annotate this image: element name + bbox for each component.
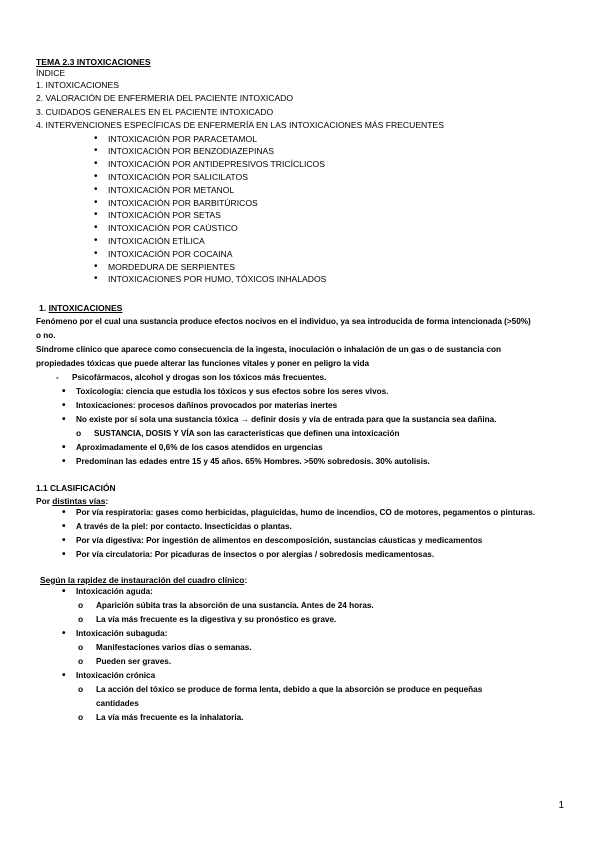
rapidez-list	[62, 585, 566, 725]
bullet-item: • No existe por sí sola una sustancia tóxica → definir dosis y vía de entrada para que la sustancia sea dañina.	[62, 413, 566, 427]
circle-item: o La vía más frecuente es la inhalatoria.	[78, 711, 566, 725]
definition-paragraph: o no.	[36, 330, 56, 340]
bullet-item: • Aproximadamente el 0,6% de los casos atendidos en urgencias	[62, 441, 566, 455]
section-1-definitions	[36, 315, 566, 371]
toc-item: 2. VALORACIÓN DE ENFERMERIA DEL PACIENTE INTOXICADO	[36, 93, 294, 104]
section-1-1-heading: 1.1 CLASIFICACIÓN	[36, 482, 116, 493]
vias-prefix: Por	[36, 495, 53, 506]
bullet-item: • Predominan las edades entre 15 y 45 años. 65% Hombres. >50% sobredosis. 30% autolisis.	[62, 455, 566, 469]
toc-sublist	[94, 133, 566, 287]
rapidez-suffix: :	[244, 574, 248, 585]
cronica-subitems	[62, 683, 566, 725]
table-of-contents	[36, 79, 566, 133]
circle-item: o Pueden ser graves.	[78, 655, 566, 669]
vias-heading	[36, 496, 566, 506]
toc-subitem: • INTOXICACIÓN POR BENZODIAZEPINAS	[94, 145, 566, 158]
circle-item: o La vía más frecuente es la digestiva y su pronóstico es grave.	[78, 613, 566, 627]
aguda-subitems	[62, 599, 566, 627]
aguda-item: • Intoxicación aguda:	[62, 585, 566, 599]
toc-subitem: • INTOXICACIÓN POR CAÚSTICO	[94, 222, 566, 235]
section-1-title: INTOXICACIONES	[48, 303, 123, 314]
toc-subitem: • INTOXICACIÓN POR ANTIDEPRESIVOS TRICÍCLICOS	[94, 158, 566, 171]
vias-label: distintas vías	[52, 495, 106, 506]
via-item: • Por vía circulatoria: Por picaduras de insectos o por alergias / sobredosis medicamentosas.	[62, 548, 566, 562]
definition-paragraph: Síndrome clínico que aparece como consecuencia de la ingesta, inoculación o inhalación de un gas o de sustancia con	[36, 344, 501, 354]
toc-subitem: • INTOXICACIÓN POR SETAS	[94, 209, 566, 222]
toc-subitem: • INTOXICACIÓN POR BARBITÚRICOS	[94, 197, 566, 210]
circle-item: o La acción del tóxico se produce de forma lenta, debido a que la absorción se produce en pequeñas cantidades	[78, 683, 508, 711]
bullet-item: • Intoxicaciones: procesos dañinos provocados por materias inertes	[62, 399, 566, 413]
definition-paragraph: Fenómeno por el cual una sustancia produce efectos nocivos en el individuo, ya sea introducida de forma intencionada (>50%)	[36, 316, 531, 326]
circle-item: o SUSTANCIA, DOSIS Y VÍA son las características que definen una intoxicación	[76, 427, 566, 441]
rapidez-label: Según la rapidez de instauración del cuadro clínico	[40, 574, 245, 585]
circle-item: o Aparición súbita tras la absorción de una sustancia. Antes de 24 horas.	[78, 599, 566, 613]
index-label: ÍNDICE	[36, 68, 66, 79]
toc-item: 3. CUIDADOS GENERALES EN EL PACIENTE INTOXICADO	[36, 106, 274, 117]
toc-subitem: • INTOXICACIÓN POR SALICILATOS	[94, 171, 566, 184]
rapidez-heading	[40, 575, 566, 585]
toc-subitem: • INTOXICACIONES POR HUMO, TÓXICOS INHALADOS	[94, 273, 566, 286]
toc-subitem: • INTOXICACIÓN POR METANOL	[94, 184, 566, 197]
subaguda-item: • Intoxicación subaguda:	[62, 627, 566, 641]
vias-suffix: :	[105, 495, 109, 506]
cronica-item: • Intoxicación crónica	[62, 669, 566, 683]
via-item: • A través de la piel: por contacto. Insecticidas o plantas.	[62, 520, 566, 534]
document-title: TEMA 2.3 INTOXICACIONES	[36, 57, 151, 67]
dash-list	[56, 371, 566, 385]
circle-list	[76, 427, 566, 441]
toc-subitem: • MORDEDURA DE SERPIENTES	[94, 261, 566, 274]
section-1-heading	[39, 303, 566, 313]
subaguda-subitems	[62, 641, 566, 669]
toc-item: 1. INTOXICACIONES	[36, 79, 119, 90]
bullet-list-a	[62, 385, 566, 427]
page-content	[36, 57, 566, 725]
page-number: 1	[558, 800, 564, 811]
bullet-item: • Toxicología: ciencia que estudia los tóxicos y sus efectos sobre los seres vivos.	[62, 385, 566, 399]
toc-subitem: • INTOXICACIÓN ETÍLICA	[94, 235, 566, 248]
definition-paragraph: propiedades tóxicas que puede alterar las funciones vitales y poner en peligro la vida	[36, 358, 370, 368]
section-1-number: 1.	[39, 303, 47, 314]
toc-item: 4. INTERVENCIONES ESPECÍFICAS DE ENFERMERÍA EN LAS INTOXICACIONES MÁS FRECUENTES	[36, 120, 444, 131]
via-item: • Por vía respiratoria: gases como herbicidas, plaguicidas, humo de incendios, CO de motores, pegamentos o pinturas.	[62, 506, 566, 520]
via-item: • Por vía digestiva: Por ingestión de alimentos en descomposición, sustancias cáusticas y medicamentos	[62, 534, 566, 548]
circle-item: o Manifestaciones varios días o semanas.	[78, 641, 566, 655]
vias-list	[62, 506, 566, 562]
dash-item: - Psicofármacos, alcohol y drogas son los tóxicos más frecuentes.	[56, 371, 566, 385]
toc-subitem: • INTOXICACIÓN POR PARACETAMOL	[94, 133, 566, 146]
bullet-list-b	[62, 441, 566, 469]
toc-subitem: • INTOXICACIÓN POR COCAINA	[94, 248, 566, 261]
